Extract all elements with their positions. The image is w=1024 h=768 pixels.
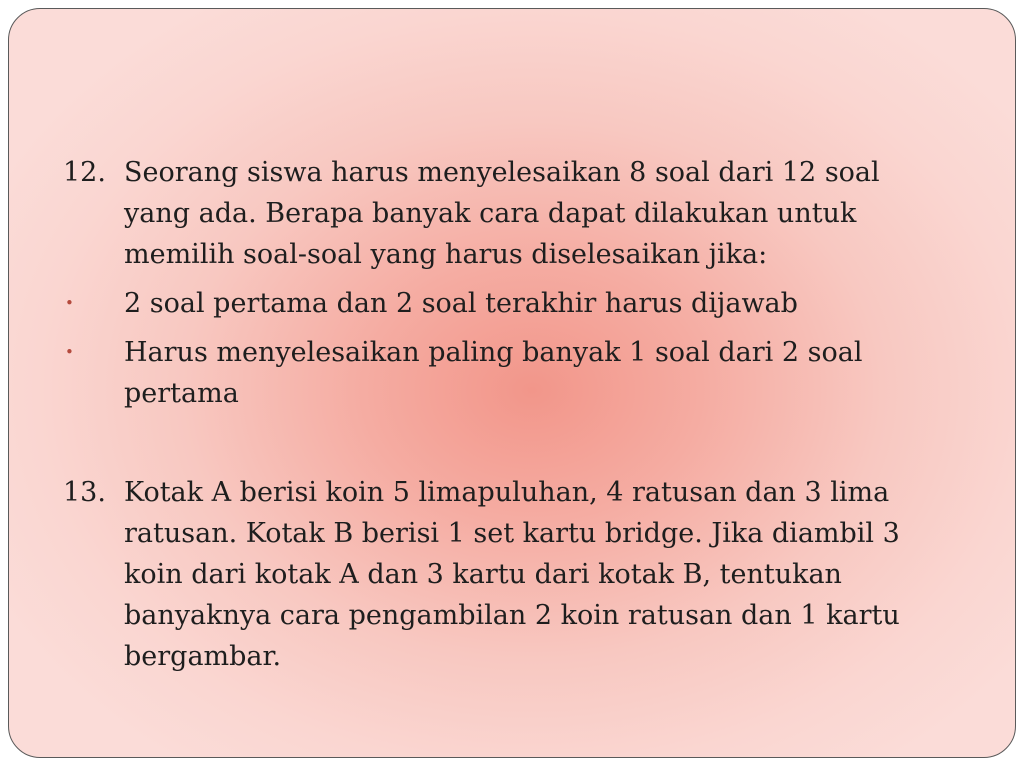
slide-frame [8,8,1016,758]
bullet-icon: • [65,343,74,361]
bullet-item-1 [63,283,947,324]
question-12-text: Seorang siswa harus menyelesaikan 8 soal dari 12 soal yang ada. Berapa banyak cara dapat dilakukan untuk memilih soal-soal yang harus diselesaikan jika: [124,157,880,270]
bullet-item-text: 2 soal pertama dan 2 soal terakhir harus dijawab [124,288,798,319]
question-13-text: Kotak A berisi koin 5 limapuluhan, 4 ratusan dan 3 lima ratusan. Kotak B berisi 1 set kartu bridge. Jika diambil 3 koin dari kotak A dan 3 kartu dari kotak B, tentukan banyaknya cara pengambilan 2 koin ratusan dan 1 kartu bergambar. [124,477,900,672]
bullet-item-2 [63,332,947,414]
bullet-icon: • [65,294,74,312]
question-13 [63,472,947,677]
item-number: 12. [63,157,106,188]
slide-content [63,152,947,677]
question-12 [63,152,947,275]
item-number: 13. [63,477,106,508]
bullet-item-text: Harus menyelesaikan paling banyak 1 soal dari 2 soal pertama [124,337,863,409]
